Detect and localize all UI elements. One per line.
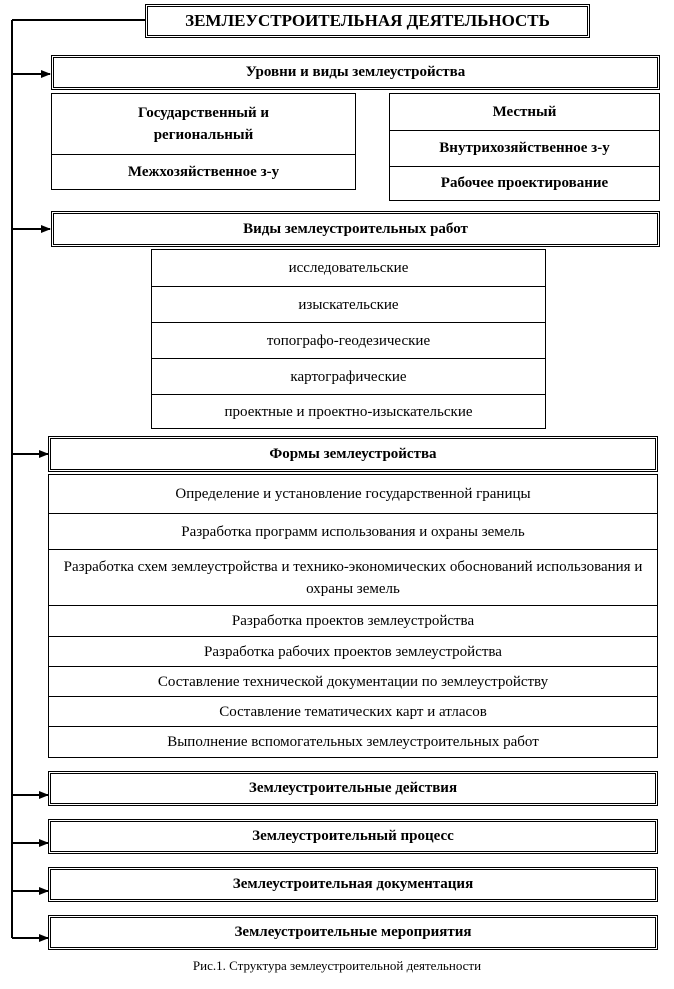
figure-caption: Рис.1. Структура землеустроительной деятельности	[192, 958, 482, 973]
work-types-header	[51, 211, 660, 247]
documentation-box: Землеустроительная документация	[48, 867, 658, 902]
work-types-header-text: Виды землеустроительных работ	[243, 220, 468, 237]
level-working-design: Рабочее проектирование	[390, 166, 659, 200]
list-item: Разработка рабочих проектов землеустройства	[49, 636, 657, 666]
level-state-regional: Государственный и региональный	[138, 105, 269, 143]
list-item: Разработка схем землеустройства и технико-экономических обоснований использования и охраны земель	[49, 549, 657, 605]
list-item: исследовательские	[288, 260, 409, 276]
work-types-list	[151, 249, 546, 429]
level-intrafarm: Внутрихозяйственное з-у	[390, 130, 659, 166]
list-item: Составление технической документации по землеустройству	[49, 666, 657, 696]
forms-header-text: Формы землеустройства	[269, 445, 437, 462]
list-item: Составление тематических карт и атласов	[49, 696, 657, 726]
list-item: Выполнение вспомогательных землеустроительных работ	[49, 726, 657, 757]
process-box: Землеустроительный процесс	[48, 819, 658, 854]
forms-header	[48, 436, 658, 472]
main-title	[145, 4, 590, 38]
list-item: Разработка программ использования и охраны земель	[49, 513, 657, 549]
measures-box: Землеустроительные мероприятия	[48, 915, 658, 950]
levels-right-group	[389, 93, 660, 201]
forms-list	[48, 474, 658, 758]
main-title-text: ЗЕМЛЕУСТРОИТЕЛЬНАЯ ДЕЯТЕЛЬНОСТЬ	[185, 11, 550, 30]
list-item: картографические	[152, 358, 545, 394]
levels-header-text: Уровни и виды землеустройства	[245, 64, 466, 80]
levels-header	[51, 55, 660, 90]
list-item: Разработка проектов землеустройства	[49, 605, 657, 636]
list-item: Определение и установление государственной границы	[175, 486, 531, 502]
list-item: изыскательские	[152, 286, 545, 322]
list-item: проектные и проектно-изыскательские	[152, 394, 545, 428]
level-local: Местный	[492, 103, 557, 120]
actions-box: Землеустроительные действия	[48, 771, 658, 806]
level-interfarm: Межхозяйственное з-у	[52, 154, 355, 189]
levels-left-group	[51, 93, 356, 190]
list-item: топографо-геодезические	[152, 322, 545, 358]
